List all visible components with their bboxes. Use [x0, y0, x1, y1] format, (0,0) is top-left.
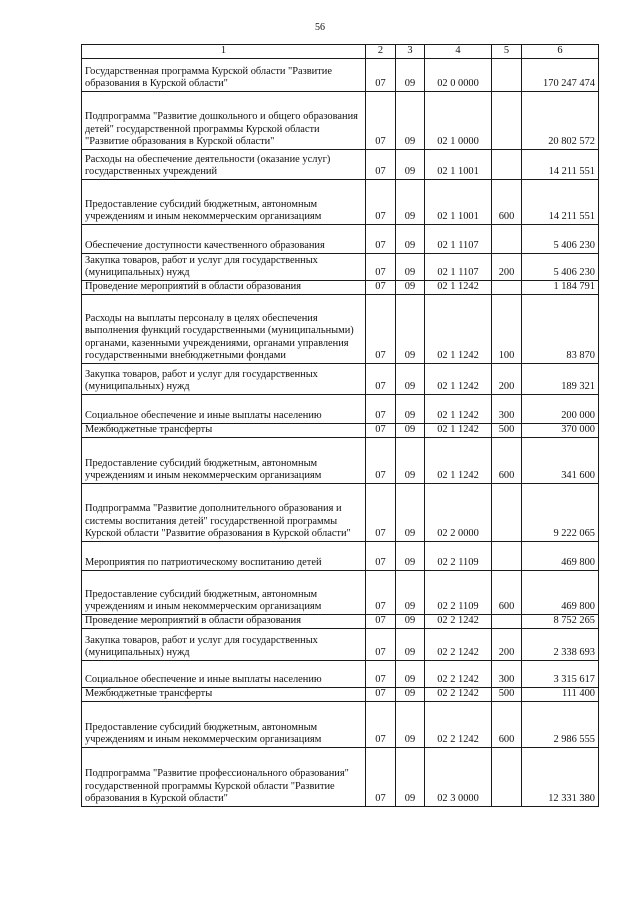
row-expense-type [492, 92, 522, 150]
row-name: Мероприятия по патриотическому воспитанию детей [82, 542, 366, 571]
row-name: Государственная программа Курской области "Развитие образования в Курской области" [82, 59, 366, 92]
row-section: 07 [366, 615, 396, 629]
row-section: 07 [366, 225, 396, 254]
row-section: 07 [366, 254, 396, 281]
row-target-code: 02 2 1242 [425, 615, 492, 629]
row-expense-type: 500 [492, 688, 522, 702]
row-target-code: 02 2 1242 [425, 661, 492, 688]
row-section: 07 [366, 92, 396, 150]
row-target-code: 02 1 1001 [425, 180, 492, 225]
row-subsection: 09 [396, 688, 425, 702]
table-row [82, 150, 599, 180]
row-expense-type: 600 [492, 438, 522, 484]
row-expense-type [492, 542, 522, 571]
row-amount: 12 331 380 [522, 748, 599, 807]
row-expense-type: 600 [492, 571, 522, 615]
row-section: 07 [366, 702, 396, 748]
row-section: 07 [366, 150, 396, 180]
row-amount: 200 000 [522, 395, 599, 424]
row-amount: 2 338 693 [522, 629, 599, 661]
row-name: Проведение мероприятий в области образования [82, 615, 366, 629]
row-name: Межбюджетные трансферты [82, 688, 366, 702]
row-name: Подпрограмма "Развитие дополнительного образования и системы воспитания детей" государственной программы Курской области "Развитие образования в Курской области" [82, 484, 366, 542]
row-expense-type: 300 [492, 395, 522, 424]
row-target-code: 02 1 0000 [425, 92, 492, 150]
table-row [82, 438, 599, 484]
column-header-1: 1 [82, 45, 366, 59]
row-subsection: 09 [396, 484, 425, 542]
row-target-code: 02 1 1001 [425, 150, 492, 180]
table-row [82, 542, 599, 571]
row-section: 07 [366, 571, 396, 615]
row-expense-type: 600 [492, 180, 522, 225]
table-row [82, 180, 599, 225]
row-subsection: 09 [396, 92, 425, 150]
row-expense-type [492, 484, 522, 542]
row-target-code: 02 2 1242 [425, 629, 492, 661]
table-body [82, 59, 599, 807]
row-expense-type: 100 [492, 295, 522, 364]
row-subsection: 09 [396, 629, 425, 661]
table-row [82, 395, 599, 424]
row-expense-type [492, 281, 522, 295]
column-header-4: 4 [425, 45, 492, 59]
row-name: Подпрограмма "Развитие дошкольного и общего образования детей" государственной программы Курской области "Развитие образования в Курской области" [82, 92, 366, 150]
row-target-code: 02 1 1107 [425, 254, 492, 281]
row-section: 07 [366, 542, 396, 571]
table-row [82, 748, 599, 807]
row-subsection: 09 [396, 180, 425, 225]
row-target-code: 02 2 1109 [425, 571, 492, 615]
table-row [82, 615, 599, 629]
row-subsection: 09 [396, 395, 425, 424]
table-header-row [82, 45, 599, 59]
row-subsection: 09 [396, 661, 425, 688]
row-target-code: 02 1 1242 [425, 364, 492, 395]
row-name: Социальное обеспечение и иные выплаты населению [82, 395, 366, 424]
table-row [82, 484, 599, 542]
row-section: 07 [366, 59, 396, 92]
column-header-3: 3 [396, 45, 425, 59]
row-expense-type [492, 59, 522, 92]
budget-table [81, 44, 599, 807]
row-target-code: 02 1 1242 [425, 395, 492, 424]
table-row [82, 92, 599, 150]
table-row [82, 688, 599, 702]
row-section: 07 [366, 295, 396, 364]
row-subsection: 09 [396, 281, 425, 295]
row-name: Предоставление субсидий бюджетным, автономным учреждениям и иным некоммерческим организациям [82, 571, 366, 615]
row-expense-type: 600 [492, 702, 522, 748]
row-target-code: 02 1 1242 [425, 281, 492, 295]
row-amount: 83 870 [522, 295, 599, 364]
table-row [82, 59, 599, 92]
column-header-5: 5 [492, 45, 522, 59]
row-subsection: 09 [396, 295, 425, 364]
table-row [82, 571, 599, 615]
row-amount: 469 800 [522, 542, 599, 571]
row-subsection: 09 [396, 615, 425, 629]
row-section: 07 [366, 180, 396, 225]
column-header-6: 6 [522, 45, 599, 59]
row-name: Подпрограмма "Развитие профессионального образования" государственной программы Курской области "Развитие образования в Курской области" [82, 748, 366, 807]
table-row [82, 424, 599, 438]
table-row [82, 661, 599, 688]
row-expense-type [492, 615, 522, 629]
row-expense-type [492, 225, 522, 254]
row-amount: 341 600 [522, 438, 599, 484]
row-expense-type: 200 [492, 254, 522, 281]
row-section: 07 [366, 424, 396, 438]
row-amount: 14 211 551 [522, 180, 599, 225]
row-section: 07 [366, 629, 396, 661]
row-subsection: 09 [396, 150, 425, 180]
row-subsection: 09 [396, 542, 425, 571]
row-amount: 5 406 230 [522, 225, 599, 254]
row-subsection: 09 [396, 59, 425, 92]
row-name: Предоставление субсидий бюджетным, автономным учреждениям и иным некоммерческим организациям [82, 438, 366, 484]
column-header-2: 2 [366, 45, 396, 59]
row-amount: 370 000 [522, 424, 599, 438]
row-amount: 5 406 230 [522, 254, 599, 281]
row-expense-type: 200 [492, 629, 522, 661]
row-name: Закупка товаров, работ и услуг для государственных (муниципальных) нужд [82, 364, 366, 395]
row-name: Межбюджетные трансферты [82, 424, 366, 438]
row-section: 07 [366, 395, 396, 424]
row-subsection: 09 [396, 254, 425, 281]
row-target-code: 02 2 0000 [425, 484, 492, 542]
row-subsection: 09 [396, 225, 425, 254]
row-target-code: 02 3 0000 [425, 748, 492, 807]
row-name: Проведение мероприятий в области образования [82, 281, 366, 295]
row-subsection: 09 [396, 702, 425, 748]
row-section: 07 [366, 748, 396, 807]
row-expense-type [492, 748, 522, 807]
table-row [82, 629, 599, 661]
row-expense-type: 500 [492, 424, 522, 438]
row-target-code: 02 1 1242 [425, 438, 492, 484]
row-target-code: 02 2 1109 [425, 542, 492, 571]
row-expense-type: 300 [492, 661, 522, 688]
row-amount: 189 321 [522, 364, 599, 395]
row-section: 07 [366, 364, 396, 395]
row-amount: 469 800 [522, 571, 599, 615]
row-target-code: 02 1 1242 [425, 424, 492, 438]
row-target-code: 02 1 1242 [425, 295, 492, 364]
row-name: Закупка товаров, работ и услуг для государственных (муниципальных) нужд [82, 254, 366, 281]
row-expense-type [492, 150, 522, 180]
row-target-code: 02 0 0000 [425, 59, 492, 92]
row-subsection: 09 [396, 571, 425, 615]
row-target-code: 02 2 1242 [425, 702, 492, 748]
row-section: 07 [366, 484, 396, 542]
table-row [82, 225, 599, 254]
row-name: Социальное обеспечение и иные выплаты населению [82, 661, 366, 688]
row-section: 07 [366, 661, 396, 688]
row-amount: 1 184 791 [522, 281, 599, 295]
row-name: Предоставление субсидий бюджетным, автономным учреждениям и иным некоммерческим организациям [82, 702, 366, 748]
row-amount: 20 802 572 [522, 92, 599, 150]
row-target-code: 02 2 1242 [425, 688, 492, 702]
table-row [82, 364, 599, 395]
row-amount: 9 222 065 [522, 484, 599, 542]
row-name: Расходы на обеспечение деятельности (оказание услуг) государственных учреждений [82, 150, 366, 180]
row-target-code: 02 1 1107 [425, 225, 492, 254]
row-section: 07 [366, 281, 396, 295]
row-name: Обеспечение доступности качественного образования [82, 225, 366, 254]
page-number: 56 [315, 22, 325, 33]
row-amount: 170 247 474 [522, 59, 599, 92]
row-name: Закупка товаров, работ и услуг для государственных (муниципальных) нужд [82, 629, 366, 661]
row-subsection: 09 [396, 364, 425, 395]
row-section: 07 [366, 688, 396, 702]
row-name: Расходы на выплаты персоналу в целях обеспечения выполнения функций государственными (муниципальными) органами, казенными учреждениями, органами управления государственными внебюджетными фондами [82, 295, 366, 364]
row-subsection: 09 [396, 748, 425, 807]
row-name: Предоставление субсидий бюджетным, автономным учреждениям и иным некоммерческим организациям [82, 180, 366, 225]
row-section: 07 [366, 438, 396, 484]
table-row [82, 295, 599, 364]
table-row [82, 281, 599, 295]
table-row [82, 702, 599, 748]
row-subsection: 09 [396, 424, 425, 438]
row-amount: 2 986 555 [522, 702, 599, 748]
row-subsection: 09 [396, 438, 425, 484]
row-amount: 111 400 [522, 688, 599, 702]
row-expense-type: 200 [492, 364, 522, 395]
row-amount: 8 752 265 [522, 615, 599, 629]
row-amount: 14 211 551 [522, 150, 599, 180]
row-amount: 3 315 617 [522, 661, 599, 688]
table-row [82, 254, 599, 281]
